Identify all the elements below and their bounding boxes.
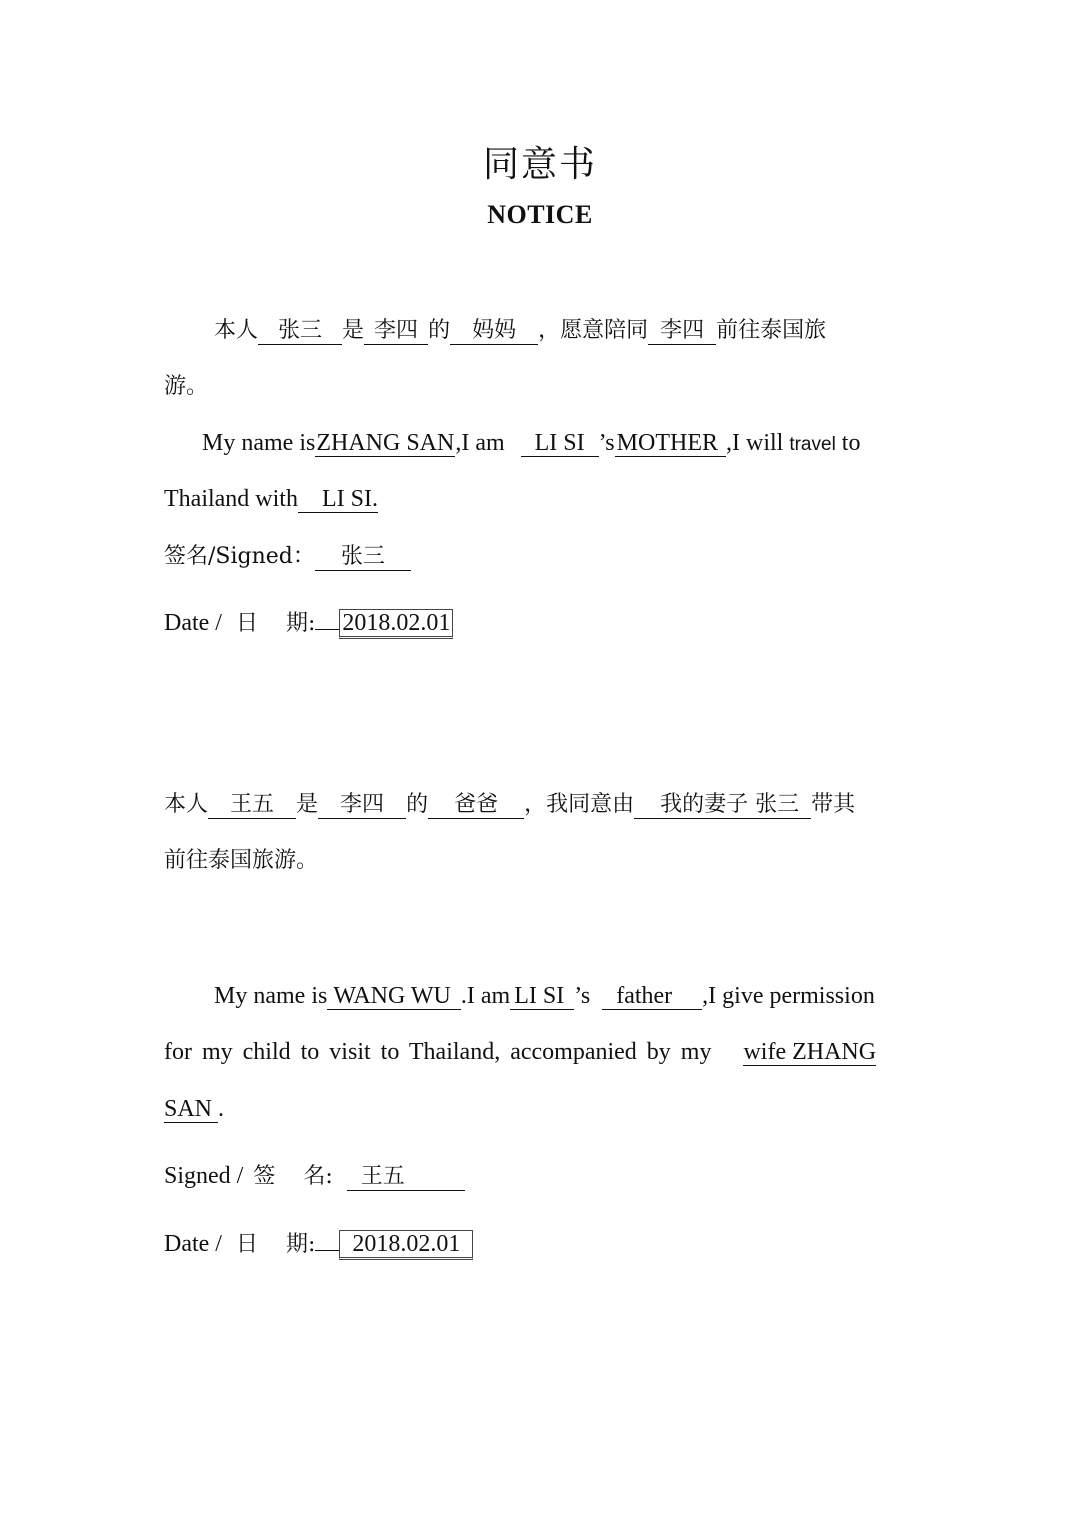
companion-field-en-cont: SAN: [164, 1096, 218, 1123]
relation-field: 爸爸: [428, 792, 524, 819]
mother-signature-field: 张三: [315, 544, 411, 571]
mother-name-field-en: ZHANG SAN: [316, 430, 455, 456]
mother-statement-en-line1: My name isZHANG SAN,I am LI SI ’sMOTHER ,I will travel to: [202, 430, 861, 456]
relation-field-en: MOTHER: [615, 430, 726, 457]
child-name-field: 李四: [648, 318, 716, 345]
child-name-field-en: LI SI: [510, 983, 574, 1010]
companion-field: 我的妻子 张三: [634, 792, 811, 819]
child-name-field-en: LI SI.: [298, 486, 378, 513]
companion-field-en: wife ZHANG: [743, 1039, 877, 1065]
father-date-field: 2018.02.01: [339, 1230, 473, 1260]
relation-field-en: father: [602, 983, 702, 1010]
relation-field: 妈妈: [450, 318, 538, 345]
mother-statement-cn-line1: 本人 张三 是 李四 的 妈妈 ，愿意陪同 李四 前往泰国旅: [214, 318, 827, 343]
mother-statement-en-line2: Thailand with LI SI.: [164, 486, 378, 512]
document-title-english: NOTICE: [487, 200, 593, 229]
child-name-field: 李四: [364, 318, 428, 345]
father-name-field-en: WANG WU: [327, 983, 461, 1010]
father-statement-cn-line2: 前往泰国旅游。: [164, 848, 319, 873]
child-name-field: 李四: [318, 792, 406, 819]
mother-date-field: 2018.02.01: [339, 609, 453, 639]
father-statement-cn-line1: 本人 王五 是 李四 的 爸爸 ，我同意由 我的妻子 张三 带其: [164, 792, 856, 817]
mother-statement-cn-line2: 游。: [164, 374, 209, 399]
mother-signature-line: 签名/Signed： 张三: [164, 540, 920, 573]
father-signature-field: 王五: [347, 1164, 465, 1191]
document-title-chinese: 同意书: [482, 144, 597, 185]
father-statement-en-line2: for my child to visit to Thailand, accompanied by my wife ZHANG: [164, 1039, 877, 1065]
child-name-field-en: LI SI: [521, 430, 599, 457]
father-date-line: Date / 日 期: 2018.02.01: [164, 1228, 920, 1261]
father-signature-line: Signed / 签 名: 王五: [164, 1160, 920, 1193]
mother-name-field: 张三: [258, 318, 342, 345]
father-statement-en-line1: My name is WANG WU .I am LI SI ’s father ,I give permission: [214, 983, 875, 1009]
mother-date-line: Date / 日 期: 2018.02.01: [164, 607, 920, 640]
father-statement-en-line3: SAN .: [164, 1096, 225, 1122]
father-name-field: 王五: [208, 792, 296, 819]
